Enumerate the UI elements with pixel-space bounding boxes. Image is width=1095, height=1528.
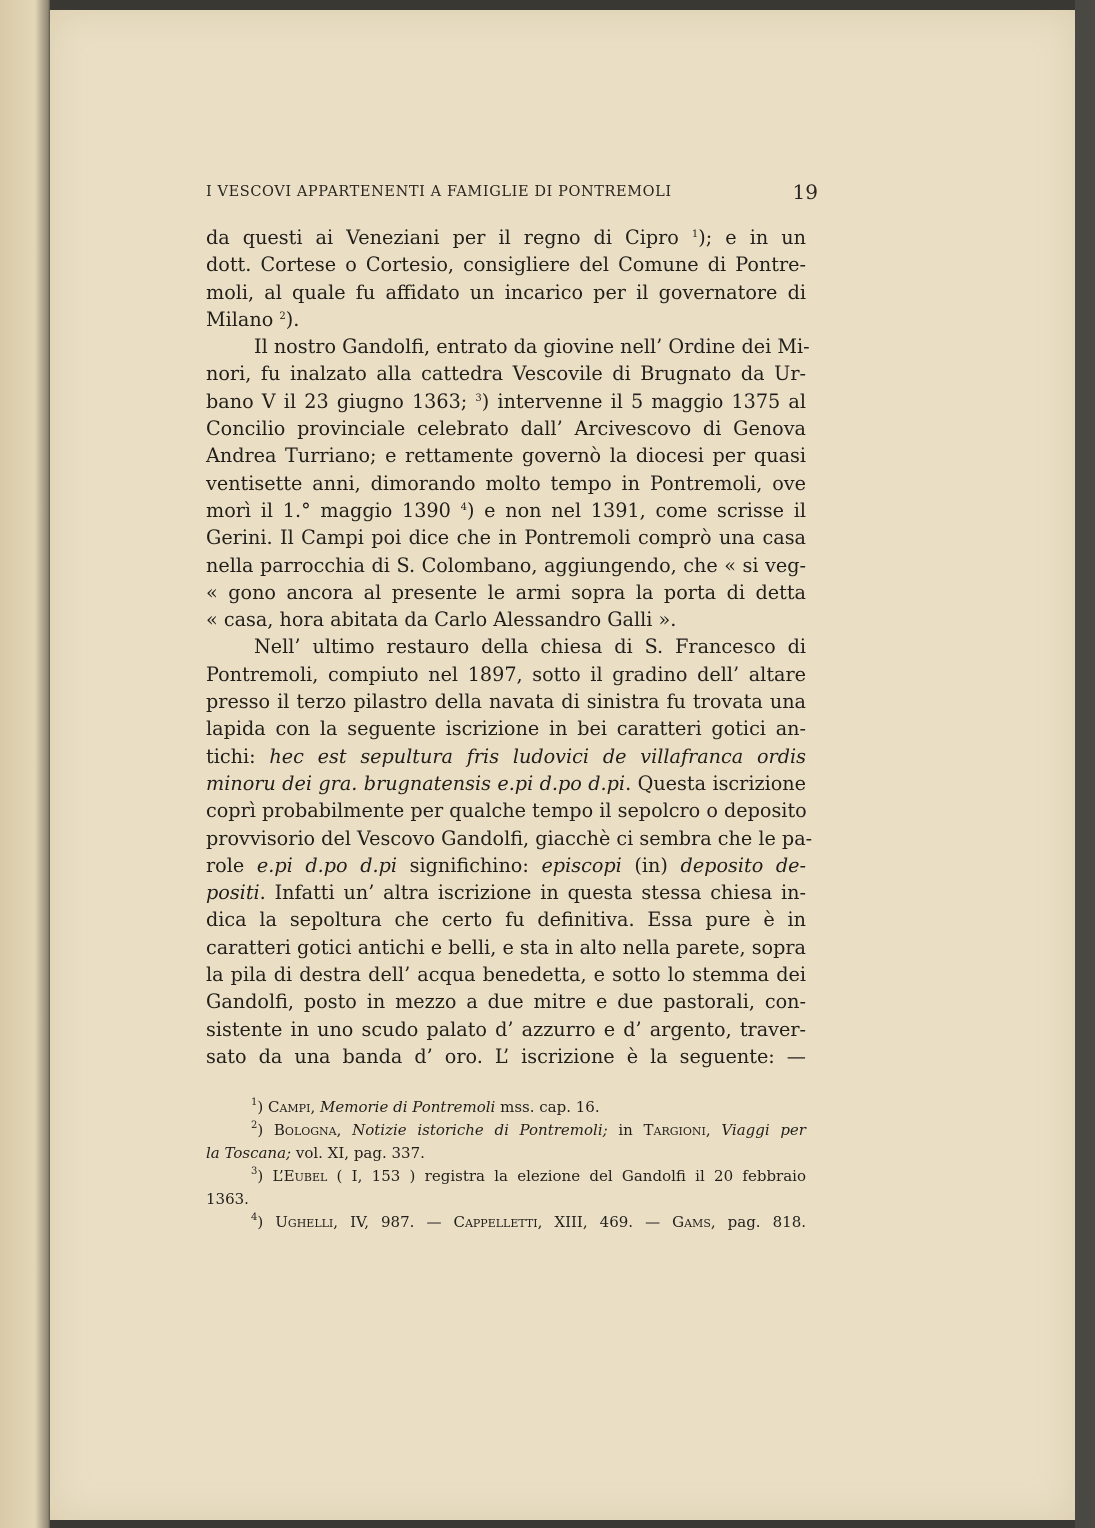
text-segment: sato da una banda d’ oro. L’ iscrizione è la seguente: — [206, 1044, 806, 1068]
text-segment: , XIII, 469. — [537, 1213, 673, 1231]
text-segment: ) intervenne il 5 maggio 1375 al [481, 389, 806, 413]
text-segment: ) L’ [257, 1167, 284, 1185]
text-line [206, 333, 810, 360]
text-segment: bano V il 23 giugno 1363; [206, 389, 476, 413]
text-segment: . Questa iscrizione [625, 771, 806, 795]
running-title: I VESCOVI APPARTENENTI A FAMIGLIE DI PONTREMOLI [206, 184, 672, 200]
text-segment: Targioni [643, 1121, 706, 1139]
text-line [206, 442, 806, 469]
text-segment: Nell’ ultimo restauro della chiesa di S. Francesco di [254, 635, 806, 659]
text-segment: . Infatti un’ altra iscrizione in questa stessa chiesa in- [259, 881, 806, 905]
text-segment: , IV, 987. — [333, 1213, 454, 1231]
text-line [206, 852, 806, 879]
text-segment: la pila di destra dell’ acqua benedetta, e sotto lo stemma dei [206, 963, 806, 987]
text-line [206, 360, 806, 387]
text-segment: Andrea Turriano; e rettamente governò la diocesi per quasi [206, 444, 806, 468]
text-line [206, 524, 806, 551]
italic-text: hec est sepultura fris ludovici de villafranca ordis [269, 744, 806, 768]
text-segment: ); e in un [698, 226, 806, 249]
text-segment: Eubel [283, 1167, 328, 1185]
text-line [206, 251, 806, 278]
text-segment: morì il 1.° maggio 1390 [206, 498, 461, 522]
text-segment: Bologna [273, 1121, 337, 1139]
text-segment: Gandolfi, posto in mezzo a due mitre e due pastorali, con- [206, 990, 806, 1014]
footnote-line [206, 1188, 806, 1211]
italic-text: minoru dei gra. brugnatensis e.pi d.po d.pi [206, 771, 626, 795]
text-segment: , [336, 1121, 353, 1139]
italic-text: e.pi d.po d.pi [256, 853, 398, 877]
text-line [206, 797, 806, 824]
text-line [206, 688, 806, 715]
text-segment: Gams [672, 1213, 711, 1231]
text-line [206, 825, 813, 852]
text-segment: ). [285, 307, 300, 331]
text-segment: Gerini. Il Campi poi dice che in Pontremoli comprò una casa [206, 526, 806, 550]
footnote-line [206, 1165, 806, 1188]
text-line [206, 388, 806, 415]
footnote-line [206, 1119, 806, 1142]
text-segment: vol. XI, pag. 337. [291, 1144, 425, 1162]
text-segment: ) [257, 1121, 274, 1139]
text-segment: significhino: [397, 853, 542, 877]
footnote-marker: 3 [251, 1166, 258, 1177]
text-segment: mss. cap. 16. [495, 1098, 600, 1116]
text-segment: Milano [206, 307, 280, 331]
text-line [206, 1043, 806, 1070]
text-segment: « casa, hora abitata da Carlo Alessandro Galli ». [206, 608, 677, 632]
text-segment: (in) [621, 853, 681, 877]
footnote-line [206, 1142, 806, 1165]
text-line [206, 606, 806, 633]
text-segment: da questi ai Veneziani per il regno di Cipro [206, 226, 692, 249]
text-segment: dica la sepoltura che certo fu definitiva. Essa pure è in [206, 908, 806, 932]
text-segment: Concilio provinciale celebrato dall’ Arcivescovo di Genova [206, 417, 806, 441]
italic-text: episcopi [541, 853, 622, 877]
footnote-marker: 3 [475, 392, 482, 404]
scan-border [1075, 0, 1095, 1528]
footnote-marker: 4 [460, 501, 467, 513]
text-line [206, 879, 806, 906]
text-segment: tichi: [206, 744, 270, 768]
text-line [206, 415, 806, 442]
text-segment: , [310, 1098, 320, 1116]
text-segment: nori, fu inalzato alla cattedra Vescovile di Brugnato da Ur- [206, 362, 806, 386]
text-segment: « gono ancora al presente le armi sopra la porta di detta [206, 580, 806, 604]
footnote-marker: 1 [691, 229, 699, 240]
text-segment: caratteri gotici antichi e belli, e sta in alto nella parete, sopra [206, 935, 806, 959]
text-segment: Pontremoli, compiuto nel 1897, sotto il gradino dell’ altare [206, 662, 806, 686]
text-segment: nella parrocchia di S. Colombano, aggiungendo, che « si veg- [206, 553, 806, 577]
text-segment: presso il terzo pilastro della navata di sinistra fu trovata una [206, 690, 806, 714]
text-segment: 1363. [206, 1190, 249, 1208]
footnote-marker: 4 [251, 1212, 258, 1223]
italic-text: la Toscana; [206, 1144, 292, 1162]
text-segment: Il nostro Gandolfi, entrato da giovine nell’ Ordine dei Mi- [254, 335, 810, 359]
text-line [206, 743, 806, 770]
text-segment: ) [257, 1213, 276, 1231]
text-segment: ventisette anni, dimorando molto tempo in Pontremoli, ove [206, 471, 806, 495]
italic-text: Viaggi per [721, 1121, 806, 1139]
text-segment: lapida con la seguente iscrizione in bei caratteri gotici an- [206, 717, 806, 741]
footnote-marker: 1 [251, 1097, 258, 1108]
italic-text: deposito de- [680, 853, 806, 877]
italic-text: Notizie istoriche di Pontremoli; [352, 1121, 608, 1139]
main-text [206, 224, 813, 1070]
text-segment: Cappelletti [453, 1213, 538, 1231]
text-segment: moli, al quale fu affidato un incarico per il governatore di [206, 280, 806, 304]
text-line [206, 961, 806, 988]
text-line [206, 224, 806, 251]
text-line [206, 470, 806, 497]
text-line [206, 934, 806, 961]
text-segment: Campi [268, 1098, 311, 1116]
running-header [206, 180, 818, 206]
text-segment: ( I, 153 ) registra la elezione del Gandolfi il 20 febbraio [327, 1167, 806, 1185]
text-segment: Ughelli [275, 1213, 334, 1231]
text-line [206, 770, 806, 797]
text-segment: dott. Cortese o Cortesio, consigliere del Comune di Pontre- [206, 253, 806, 277]
text-segment: ) [257, 1098, 268, 1116]
footnotes [206, 1096, 806, 1234]
text-segment: in [607, 1121, 644, 1139]
text-segment: role [206, 853, 257, 877]
footnote-marker: 2 [279, 310, 286, 322]
text-segment: , pag. 818. [710, 1213, 806, 1231]
text-line [206, 279, 806, 306]
text-line [206, 906, 806, 933]
text-line [206, 1016, 806, 1043]
text-line [206, 661, 806, 688]
italic-text: Memorie di Pontremoli [319, 1098, 496, 1116]
text-line [206, 633, 806, 660]
text-line [206, 988, 806, 1015]
text-segment: provvisorio del Vescovo Gandolfi, giacchè ci sembra che le pa- [206, 826, 813, 850]
text-line [206, 552, 806, 579]
facing-page-edge [0, 0, 50, 1528]
page-number: 19 [792, 180, 818, 204]
text-line [206, 715, 806, 742]
text-line [206, 497, 806, 524]
footnote-line [206, 1211, 806, 1234]
text-segment: sistente in uno scudo palato d’ azzurro e d’ argento, traver- [206, 1017, 806, 1041]
text-segment: coprì probabilmente per qualche tempo il sepolcro o deposito [206, 799, 807, 823]
footnote-marker: 2 [251, 1120, 258, 1131]
text-segment: ) e non nel 1391, come scrisse il [466, 498, 806, 522]
footnote-line [206, 1096, 806, 1119]
text-line [206, 579, 806, 606]
text-segment: , [705, 1121, 722, 1139]
text-line [206, 306, 806, 333]
italic-text: positi [206, 881, 260, 905]
